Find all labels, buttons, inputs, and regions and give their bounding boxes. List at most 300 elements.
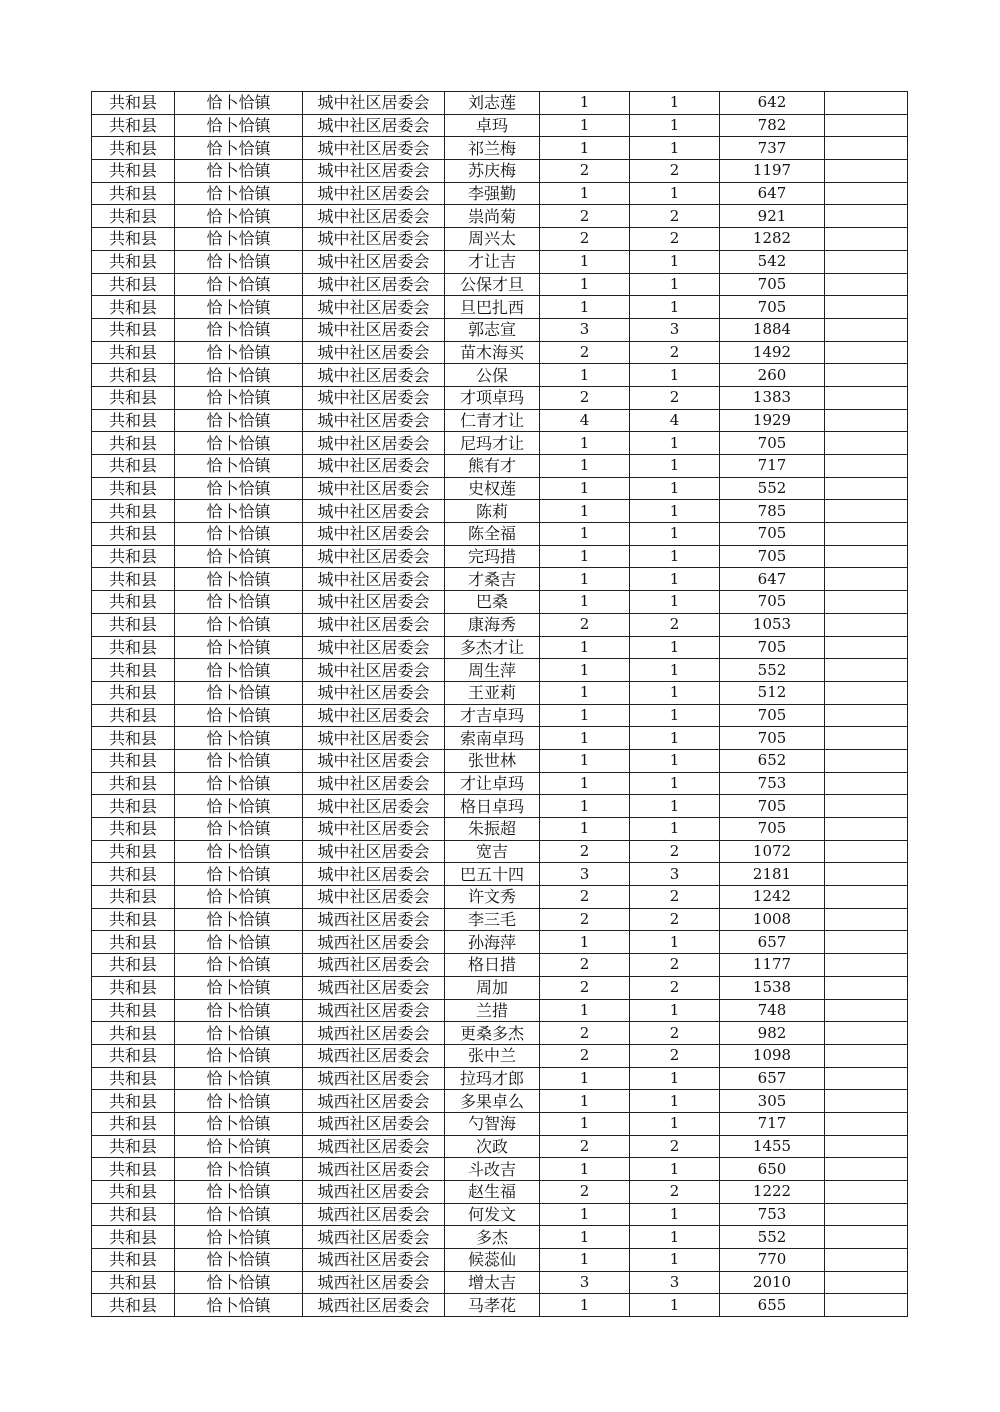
- remark-cell: [825, 250, 908, 273]
- table-row: [92, 772, 908, 795]
- amount-cell: 705: [720, 727, 825, 750]
- town-cell: 恰卜恰镇: [175, 613, 303, 636]
- town-cell: 恰卜恰镇: [175, 455, 303, 478]
- table-row: [92, 250, 908, 273]
- community-cell: 城西社区居委会: [303, 999, 445, 1022]
- amount-cell: 705: [720, 818, 825, 841]
- name-cell: 格日措: [445, 954, 540, 977]
- table-row: [92, 386, 908, 409]
- county-cell: 共和县: [92, 976, 175, 999]
- community-cell: 城西社区居委会: [303, 1135, 445, 1158]
- amount-cell: 982: [720, 1022, 825, 1045]
- household-count-cell: 2: [540, 976, 630, 999]
- table-row: [92, 931, 908, 954]
- remark-cell: [825, 114, 908, 137]
- name-cell: 熊有才: [445, 455, 540, 478]
- amount-cell: 748: [720, 999, 825, 1022]
- name-cell: 更桑多杰: [445, 1022, 540, 1045]
- table-row: [92, 318, 908, 341]
- town-cell: 恰卜恰镇: [175, 1271, 303, 1294]
- household-count-cell: 2: [540, 613, 630, 636]
- community-cell: 城中社区居委会: [303, 205, 445, 228]
- household-count-cell: 2: [540, 228, 630, 251]
- county-cell: 共和县: [92, 114, 175, 137]
- name-cell: 张世林: [445, 749, 540, 772]
- household-count-cell: 1: [540, 749, 630, 772]
- amount-cell: 753: [720, 772, 825, 795]
- person-count-cell: 1: [630, 591, 720, 614]
- person-count-cell: 1: [630, 1158, 720, 1181]
- person-count-cell: 1: [630, 795, 720, 818]
- household-count-cell: 1: [540, 137, 630, 160]
- table-row: [92, 500, 908, 523]
- amount-cell: 647: [720, 568, 825, 591]
- community-cell: 城西社区居委会: [303, 1067, 445, 1090]
- person-count-cell: 1: [630, 1067, 720, 1090]
- community-cell: 城西社区居委会: [303, 954, 445, 977]
- table-body: [92, 92, 908, 1317]
- remark-cell: [825, 1090, 908, 1113]
- remark-cell: [825, 477, 908, 500]
- amount-cell: 705: [720, 432, 825, 455]
- remark-cell: [825, 795, 908, 818]
- county-cell: 共和县: [92, 636, 175, 659]
- remark-cell: [825, 296, 908, 319]
- name-cell: 祟尚菊: [445, 205, 540, 228]
- table-row: [92, 818, 908, 841]
- community-cell: 城西社区居委会: [303, 1294, 445, 1317]
- table-row: [92, 681, 908, 704]
- person-count-cell: 1: [630, 273, 720, 296]
- household-count-cell: 1: [540, 92, 630, 115]
- town-cell: 恰卜恰镇: [175, 1067, 303, 1090]
- person-count-cell: 1: [630, 114, 720, 137]
- community-cell: 城中社区居委会: [303, 386, 445, 409]
- name-cell: 王亚莉: [445, 681, 540, 704]
- table-row: [92, 477, 908, 500]
- town-cell: 恰卜恰镇: [175, 1090, 303, 1113]
- county-cell: 共和县: [92, 523, 175, 546]
- amount-cell: 1177: [720, 954, 825, 977]
- household-count-cell: 2: [540, 840, 630, 863]
- person-count-cell: 1: [630, 659, 720, 682]
- table-row: [92, 341, 908, 364]
- table-row: [92, 432, 908, 455]
- community-cell: 城中社区居委会: [303, 364, 445, 387]
- community-cell: 城中社区居委会: [303, 92, 445, 115]
- household-count-cell: 1: [540, 1158, 630, 1181]
- amount-cell: 642: [720, 92, 825, 115]
- household-count-cell: 1: [540, 1249, 630, 1272]
- household-count-cell: 1: [540, 1226, 630, 1249]
- remark-cell: [825, 681, 908, 704]
- table-row: [92, 523, 908, 546]
- table-row: [92, 160, 908, 183]
- remark-cell: [825, 1203, 908, 1226]
- household-count-cell: 1: [540, 772, 630, 795]
- community-cell: 城西社区居委会: [303, 908, 445, 931]
- person-count-cell: 1: [630, 1090, 720, 1113]
- name-cell: 卓玛: [445, 114, 540, 137]
- name-cell: 完玛措: [445, 545, 540, 568]
- table-row: [92, 137, 908, 160]
- household-count-cell: 1: [540, 1090, 630, 1113]
- person-count-cell: 2: [630, 908, 720, 931]
- table-row: [92, 1090, 908, 1113]
- town-cell: 恰卜恰镇: [175, 1044, 303, 1067]
- county-cell: 共和县: [92, 999, 175, 1022]
- amount-cell: 1072: [720, 840, 825, 863]
- county-cell: 共和县: [92, 341, 175, 364]
- community-cell: 城西社区居委会: [303, 1022, 445, 1045]
- amount-cell: 652: [720, 749, 825, 772]
- amount-cell: 705: [720, 523, 825, 546]
- community-cell: 城中社区居委会: [303, 636, 445, 659]
- county-cell: 共和县: [92, 409, 175, 432]
- town-cell: 恰卜恰镇: [175, 1226, 303, 1249]
- person-count-cell: 3: [630, 318, 720, 341]
- community-cell: 城中社区居委会: [303, 341, 445, 364]
- household-count-cell: 1: [540, 636, 630, 659]
- table-row: [92, 1226, 908, 1249]
- person-count-cell: 2: [630, 1135, 720, 1158]
- county-cell: 共和县: [92, 1022, 175, 1045]
- household-count-cell: 1: [540, 523, 630, 546]
- amount-cell: 2181: [720, 863, 825, 886]
- household-count-cell: 2: [540, 205, 630, 228]
- remark-cell: [825, 704, 908, 727]
- household-count-cell: 1: [540, 1203, 630, 1226]
- remark-cell: [825, 1022, 908, 1045]
- remark-cell: [825, 545, 908, 568]
- name-cell: 苏庆梅: [445, 160, 540, 183]
- name-cell: 格日卓玛: [445, 795, 540, 818]
- town-cell: 恰卜恰镇: [175, 273, 303, 296]
- community-cell: 城中社区居委会: [303, 296, 445, 319]
- table-row: [92, 749, 908, 772]
- community-cell: 城中社区居委会: [303, 727, 445, 750]
- community-cell: 城西社区居委会: [303, 1044, 445, 1067]
- person-count-cell: 1: [630, 681, 720, 704]
- table-row: [92, 908, 908, 931]
- amount-cell: 1383: [720, 386, 825, 409]
- name-cell: 周加: [445, 976, 540, 999]
- household-count-cell: 2: [540, 1181, 630, 1204]
- town-cell: 恰卜恰镇: [175, 341, 303, 364]
- amount-cell: 1197: [720, 160, 825, 183]
- remark-cell: [825, 137, 908, 160]
- county-cell: 共和县: [92, 296, 175, 319]
- person-count-cell: 2: [630, 1181, 720, 1204]
- person-count-cell: 1: [630, 1112, 720, 1135]
- person-count-cell: 1: [630, 1294, 720, 1317]
- county-cell: 共和县: [92, 749, 175, 772]
- household-count-cell: 1: [540, 818, 630, 841]
- county-cell: 共和县: [92, 659, 175, 682]
- town-cell: 恰卜恰镇: [175, 364, 303, 387]
- amount-cell: 782: [720, 114, 825, 137]
- name-cell: 朱振超: [445, 818, 540, 841]
- remark-cell: [825, 931, 908, 954]
- name-cell: 才项卓玛: [445, 386, 540, 409]
- person-count-cell: 2: [630, 205, 720, 228]
- amount-cell: 1455: [720, 1135, 825, 1158]
- county-cell: 共和县: [92, 432, 175, 455]
- remark-cell: [825, 976, 908, 999]
- amount-cell: 1008: [720, 908, 825, 931]
- town-cell: 恰卜恰镇: [175, 1135, 303, 1158]
- person-count-cell: 1: [630, 1249, 720, 1272]
- table-row: [92, 1181, 908, 1204]
- amount-cell: 1929: [720, 409, 825, 432]
- community-cell: 城西社区居委会: [303, 1249, 445, 1272]
- town-cell: 恰卜恰镇: [175, 795, 303, 818]
- household-count-cell: 4: [540, 409, 630, 432]
- amount-cell: 305: [720, 1090, 825, 1113]
- town-cell: 恰卜恰镇: [175, 568, 303, 591]
- amount-cell: 705: [720, 273, 825, 296]
- remark-cell: [825, 999, 908, 1022]
- name-cell: 才让吉: [445, 250, 540, 273]
- town-cell: 恰卜恰镇: [175, 636, 303, 659]
- person-count-cell: 1: [630, 92, 720, 115]
- remark-cell: [825, 954, 908, 977]
- county-cell: 共和县: [92, 840, 175, 863]
- community-cell: 城中社区居委会: [303, 659, 445, 682]
- amount-cell: 1098: [720, 1044, 825, 1067]
- community-cell: 城西社区居委会: [303, 976, 445, 999]
- county-cell: 共和县: [92, 863, 175, 886]
- table-row: [92, 1294, 908, 1317]
- household-count-cell: 2: [540, 908, 630, 931]
- name-cell: 陈莉: [445, 500, 540, 523]
- community-cell: 城中社区居委会: [303, 455, 445, 478]
- table-row: [92, 568, 908, 591]
- household-count-cell: 1: [540, 182, 630, 205]
- person-count-cell: 1: [630, 545, 720, 568]
- table-row: [92, 1067, 908, 1090]
- amount-cell: 1242: [720, 886, 825, 909]
- community-cell: 城中社区居委会: [303, 477, 445, 500]
- person-count-cell: 1: [630, 1226, 720, 1249]
- county-cell: 共和县: [92, 1135, 175, 1158]
- county-cell: 共和县: [92, 704, 175, 727]
- person-count-cell: 1: [630, 636, 720, 659]
- amount-cell: 1884: [720, 318, 825, 341]
- person-count-cell: 1: [630, 500, 720, 523]
- remark-cell: [825, 591, 908, 614]
- person-count-cell: 1: [630, 727, 720, 750]
- table-row: [92, 1271, 908, 1294]
- town-cell: 恰卜恰镇: [175, 818, 303, 841]
- community-cell: 城中社区居委会: [303, 772, 445, 795]
- community-cell: 城中社区居委会: [303, 840, 445, 863]
- remark-cell: [825, 818, 908, 841]
- community-cell: 城西社区居委会: [303, 1226, 445, 1249]
- community-cell: 城中社区居委会: [303, 795, 445, 818]
- amount-cell: 657: [720, 931, 825, 954]
- county-cell: 共和县: [92, 182, 175, 205]
- person-count-cell: 1: [630, 296, 720, 319]
- town-cell: 恰卜恰镇: [175, 999, 303, 1022]
- table-row: [92, 591, 908, 614]
- community-cell: 城中社区居委会: [303, 886, 445, 909]
- person-count-cell: 3: [630, 1271, 720, 1294]
- amount-cell: 921: [720, 205, 825, 228]
- town-cell: 恰卜恰镇: [175, 160, 303, 183]
- table-row: [92, 613, 908, 636]
- name-cell: 何发文: [445, 1203, 540, 1226]
- remark-cell: [825, 1294, 908, 1317]
- community-cell: 城中社区居委会: [303, 568, 445, 591]
- table-row: [92, 1203, 908, 1226]
- person-count-cell: 1: [630, 364, 720, 387]
- name-cell: 兰措: [445, 999, 540, 1022]
- remark-cell: [825, 636, 908, 659]
- remark-cell: [825, 386, 908, 409]
- remark-cell: [825, 908, 908, 931]
- remark-cell: [825, 455, 908, 478]
- table-row: [92, 636, 908, 659]
- table-row: [92, 409, 908, 432]
- name-cell: 才桑吉: [445, 568, 540, 591]
- amount-cell: 650: [720, 1158, 825, 1181]
- town-cell: 恰卜恰镇: [175, 250, 303, 273]
- county-cell: 共和县: [92, 591, 175, 614]
- amount-cell: 657: [720, 1067, 825, 1090]
- remark-cell: [825, 318, 908, 341]
- table-row: [92, 1249, 908, 1272]
- person-count-cell: 1: [630, 931, 720, 954]
- household-count-cell: 3: [540, 1271, 630, 1294]
- county-cell: 共和县: [92, 228, 175, 251]
- community-cell: 城西社区居委会: [303, 1112, 445, 1135]
- remark-cell: [825, 568, 908, 591]
- household-count-cell: 1: [540, 364, 630, 387]
- household-count-cell: 1: [540, 931, 630, 954]
- table-row: [92, 976, 908, 999]
- household-count-cell: 1: [540, 432, 630, 455]
- household-count-cell: 2: [540, 886, 630, 909]
- household-count-cell: 1: [540, 1067, 630, 1090]
- name-cell: 史权莲: [445, 477, 540, 500]
- household-count-cell: 2: [540, 1022, 630, 1045]
- remark-cell: [825, 749, 908, 772]
- community-cell: 城中社区居委会: [303, 160, 445, 183]
- table-row: [92, 659, 908, 682]
- household-count-cell: 1: [540, 659, 630, 682]
- amount-cell: 705: [720, 545, 825, 568]
- town-cell: 恰卜恰镇: [175, 976, 303, 999]
- county-cell: 共和县: [92, 1067, 175, 1090]
- county-cell: 共和县: [92, 545, 175, 568]
- name-cell: 多杰才让: [445, 636, 540, 659]
- table-row: [92, 840, 908, 863]
- community-cell: 城中社区居委会: [303, 273, 445, 296]
- county-cell: 共和县: [92, 931, 175, 954]
- household-count-cell: 2: [540, 386, 630, 409]
- person-count-cell: 2: [630, 1022, 720, 1045]
- community-cell: 城中社区居委会: [303, 137, 445, 160]
- town-cell: 恰卜恰镇: [175, 92, 303, 115]
- name-cell: 张中兰: [445, 1044, 540, 1067]
- remark-cell: [825, 1181, 908, 1204]
- county-cell: 共和县: [92, 568, 175, 591]
- town-cell: 恰卜恰镇: [175, 1249, 303, 1272]
- amount-cell: 512: [720, 681, 825, 704]
- name-cell: 候蕊仙: [445, 1249, 540, 1272]
- community-cell: 城中社区居委会: [303, 182, 445, 205]
- community-cell: 城西社区居委会: [303, 1203, 445, 1226]
- county-cell: 共和县: [92, 1271, 175, 1294]
- table-row: [92, 1112, 908, 1135]
- name-cell: 马孝花: [445, 1294, 540, 1317]
- remark-cell: [825, 840, 908, 863]
- amount-cell: 1282: [720, 228, 825, 251]
- person-count-cell: 1: [630, 772, 720, 795]
- person-count-cell: 1: [630, 137, 720, 160]
- remark-cell: [825, 182, 908, 205]
- remark-cell: [825, 205, 908, 228]
- amount-cell: 1053: [720, 613, 825, 636]
- amount-cell: 2010: [720, 1271, 825, 1294]
- remark-cell: [825, 727, 908, 750]
- community-cell: 城中社区居委会: [303, 250, 445, 273]
- community-cell: 城西社区居委会: [303, 1181, 445, 1204]
- county-cell: 共和县: [92, 386, 175, 409]
- town-cell: 恰卜恰镇: [175, 296, 303, 319]
- town-cell: 恰卜恰镇: [175, 863, 303, 886]
- household-count-cell: 1: [540, 250, 630, 273]
- remark-cell: [825, 523, 908, 546]
- county-cell: 共和县: [92, 477, 175, 500]
- table-row: [92, 1022, 908, 1045]
- household-count-cell: 2: [540, 1044, 630, 1067]
- household-count-cell: 1: [540, 455, 630, 478]
- community-cell: 城中社区居委会: [303, 409, 445, 432]
- person-count-cell: 2: [630, 613, 720, 636]
- person-count-cell: 1: [630, 432, 720, 455]
- community-cell: 城中社区居委会: [303, 114, 445, 137]
- name-cell: 苗木海买: [445, 341, 540, 364]
- community-cell: 城中社区居委会: [303, 749, 445, 772]
- county-cell: 共和县: [92, 1226, 175, 1249]
- remark-cell: [825, 341, 908, 364]
- table-row: [92, 455, 908, 478]
- remark-cell: [825, 409, 908, 432]
- name-cell: 索南卓玛: [445, 727, 540, 750]
- community-cell: 城西社区居委会: [303, 931, 445, 954]
- table-row: [92, 296, 908, 319]
- amount-cell: 705: [720, 704, 825, 727]
- table-row: [92, 1158, 908, 1181]
- town-cell: 恰卜恰镇: [175, 1112, 303, 1135]
- person-count-cell: 1: [630, 477, 720, 500]
- community-cell: 城中社区居委会: [303, 432, 445, 455]
- household-count-cell: 1: [540, 477, 630, 500]
- person-count-cell: 2: [630, 840, 720, 863]
- town-cell: 恰卜恰镇: [175, 386, 303, 409]
- community-cell: 城中社区居委会: [303, 863, 445, 886]
- amount-cell: 753: [720, 1203, 825, 1226]
- table-row: [92, 795, 908, 818]
- person-count-cell: 2: [630, 886, 720, 909]
- person-count-cell: 1: [630, 523, 720, 546]
- town-cell: 恰卜恰镇: [175, 1203, 303, 1226]
- household-count-cell: 1: [540, 273, 630, 296]
- county-cell: 共和县: [92, 1249, 175, 1272]
- name-cell: 巴桑: [445, 591, 540, 614]
